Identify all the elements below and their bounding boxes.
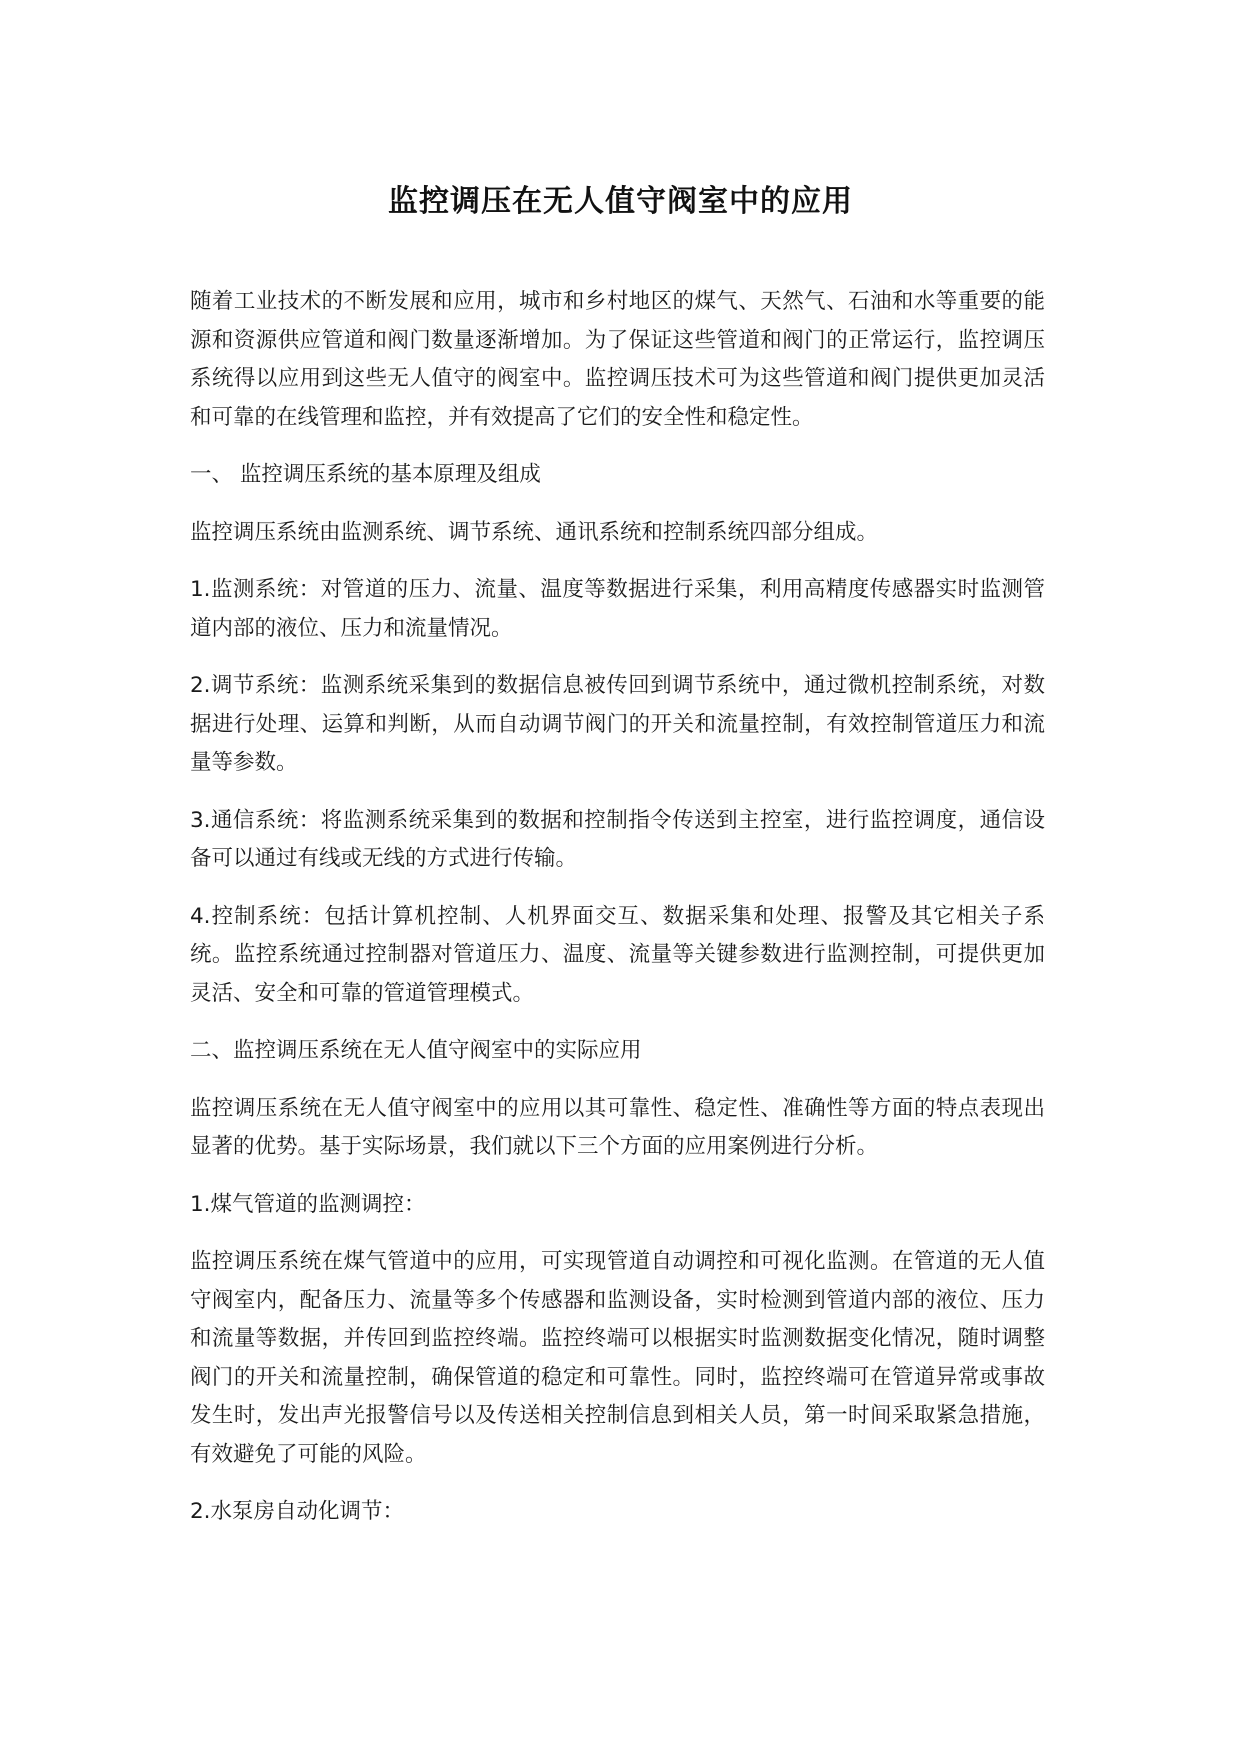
subheading-gas-pipeline: 1.煤气管道的监测调控： (190, 1191, 426, 1217)
body-paragraph: 监控调压系统在无人值守阀室中的应用以其可靠性、稳定性、准确性等方面的特点表现出显著的优势。基于实际场景，我们就以下三个方面的应用案例进行分析。 (190, 1095, 1045, 1159)
intro-paragraph: 随着工业技术的不断发展和应用，城市和乡村地区的煤气、天然气、石油和水等重要的能源和资源供应管道和阀门数量逐渐增加。为了保证这些管道和阀门的正常运行，监控调压系统得以应用到这些无人值守的阀室中。监控调压技术可为这些管道和阀门提供更加灵活和可靠的在线管理和监控，并有效提高了它们的安全性和稳定性。 (190, 289, 1045, 430)
section-heading-2: 二、监控调压系统在无人值守阀室中的实际应用 (190, 1038, 642, 1063)
section-heading-1: 一、 监控调压系统的基本原理及组成 (190, 462, 541, 487)
list-item-monitoring: 1.监测系统：对管道的压力、流量、温度等数据进行采集，利用高精度传感器实时监测管道内部的液位、压力和流量情况。 (190, 577, 1045, 641)
body-paragraph: 监控调压系统在煤气管道中的应用，可实现管道自动调控和可视化监测。在管道的无人值守阀室内，配备压力、流量等多个传感器和监测设备，实时检测到管道内部的液位、压力和流量等数据，并传回到监控终端。监控终端可以根据实时监测数据变化情况，随时调整阀门的开关和流量控制，确保管道的稳定和可靠性。同时，监控终端可在管道异常或事故发生时，发出声光报警信号以及传送相关控制信息到相关人员，第一时间采取紧急措施，有效避免了可能的风险。 (190, 1249, 1045, 1467)
body-paragraph: 监控调压系统由监测系统、调节系统、通讯系统和控制系统四部分组成。 (190, 519, 879, 545)
list-item-regulation: 2.调节系统：监测系统采集到的数据信息被传回到调节系统中，通过微机控制系统，对数据进行处理、运算和判断，从而自动调节阀门的开关和流量控制，有效控制管道压力和流量等参数。 (190, 673, 1045, 775)
document-title: 监控调压在无人值守阀室中的应用 (388, 184, 853, 219)
subheading-pump-room: 2.水泵房自动化调节： (190, 1499, 405, 1524)
list-item-control: 4.控制系统：包括计算机控制、人机界面交互、数据采集和处理、报警及其它相关子系统。监控系统通过控制器对管道压力、温度、流量等关键参数进行监测控制，可提供更加灵活、安全和可靠的管道管理模式。 (190, 903, 1045, 1006)
list-item-communication: 3.通信系统：将监测系统采集到的数据和控制指令传送到主控室，进行监控调度，通信设备可以通过有线或无线的方式进行传输。 (190, 807, 1045, 871)
document-body (190, 283, 1045, 1551)
